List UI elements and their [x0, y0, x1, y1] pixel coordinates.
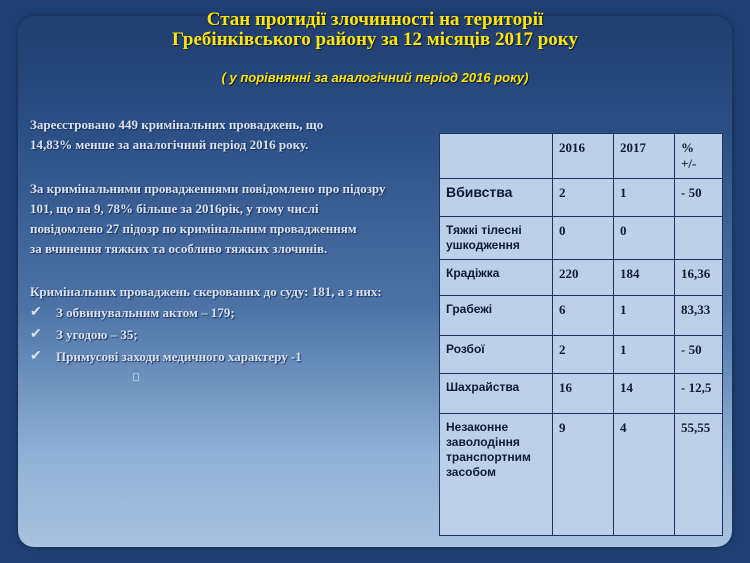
value-2017-cell: 1: [614, 336, 675, 374]
checkmark-icon: ✔: [30, 327, 42, 342]
value-2017-cell: 184: [614, 260, 675, 296]
value-2016-cell: 6: [553, 296, 614, 336]
checkmark-icon: ✔: [30, 305, 42, 320]
checkmark-icon: ✔: [30, 349, 42, 364]
value-2017-cell: 1: [614, 296, 675, 336]
paragraph-court: Кримінальних проваджень скерованих до суду: 181, а з них:: [30, 284, 382, 299]
bullet-item: З обвинувальним актом – 179;: [56, 305, 235, 320]
percent-cell: 16,36: [675, 260, 723, 296]
value-2017-cell: 14: [614, 374, 675, 414]
crime-type-cell: Розбої: [440, 336, 553, 374]
paragraph-suspicion: [30, 179, 385, 259]
paragraph-line: 14,83% менше за аналогічний період 2016 року.: [30, 137, 309, 152]
value-2016-cell: 16: [553, 374, 614, 414]
table-row: [440, 414, 723, 536]
table-row: [440, 260, 723, 296]
crime-type-cell: Незаконне заволодіння транспортним засобом: [440, 414, 553, 536]
percent-cell: 55,55: [675, 414, 723, 536]
header-cell: 2017: [614, 134, 675, 179]
crime-stats-table: [439, 133, 723, 536]
paragraph-line: за вчинення тяжких та особливо тяжких злочинів.: [30, 241, 328, 256]
header-cell: [440, 134, 553, 179]
small-marker-icon: [133, 373, 139, 381]
paragraph-line: Зареєстровано 449 кримінальних проваджень, що: [30, 117, 324, 132]
crime-type-cell: Шахрайства: [440, 374, 553, 414]
value-2016-cell: 2: [553, 179, 614, 217]
crime-type-cell: Грабежі: [440, 296, 553, 336]
value-2017-cell: 4: [614, 414, 675, 536]
percent-cell: 83,33: [675, 296, 723, 336]
slide-title: [0, 10, 750, 50]
percent-cell: - 50: [675, 179, 723, 217]
value-2016-cell: 2: [553, 336, 614, 374]
header-cell: % +/-: [675, 134, 723, 179]
paragraph-registered: [30, 115, 323, 155]
table-row: [440, 179, 723, 217]
percent-cell: - 50: [675, 336, 723, 374]
value-2016-cell: 9: [553, 414, 614, 536]
value-2016-cell: 0: [553, 217, 614, 260]
bullet-item: З угодою – 35;: [56, 327, 138, 342]
percent-cell: [675, 217, 723, 260]
paragraph-line: 101, що на 9, 78% більше за 2016рік, у тому числі: [30, 201, 319, 216]
crime-type-cell: Вбивства: [440, 179, 553, 217]
table-row: [440, 336, 723, 374]
header-cell: 2016: [553, 134, 614, 179]
value-2016-cell: 220: [553, 260, 614, 296]
percent-cell: - 12,5: [675, 374, 723, 414]
value-2017-cell: 0: [614, 217, 675, 260]
bullet-item: Примусові заходи медичного характеру -1: [56, 349, 302, 364]
table-row: [440, 374, 723, 414]
slide-subtitle: ( у порівнянні за аналогічний період 2016 року): [221, 70, 529, 85]
crime-type-cell: Крадіжка: [440, 260, 553, 296]
paragraph-line: За кримінальними провадженнями повідомлено про підозру: [30, 181, 386, 196]
title-line-1: Стан протидії злочинності на території: [206, 9, 544, 30]
paragraph-line: повідомлено 27 підозр по кримінальним провадженням: [30, 221, 357, 236]
table-header-row: [440, 134, 723, 179]
table-row: [440, 296, 723, 336]
crime-type-cell: Тяжкі тілесні ушкодження: [440, 217, 553, 260]
value-2017-cell: 1: [614, 179, 675, 217]
table-row: [440, 217, 723, 260]
title-line-2: Гребінківського району за 12 місяців 2017 року: [172, 29, 578, 50]
